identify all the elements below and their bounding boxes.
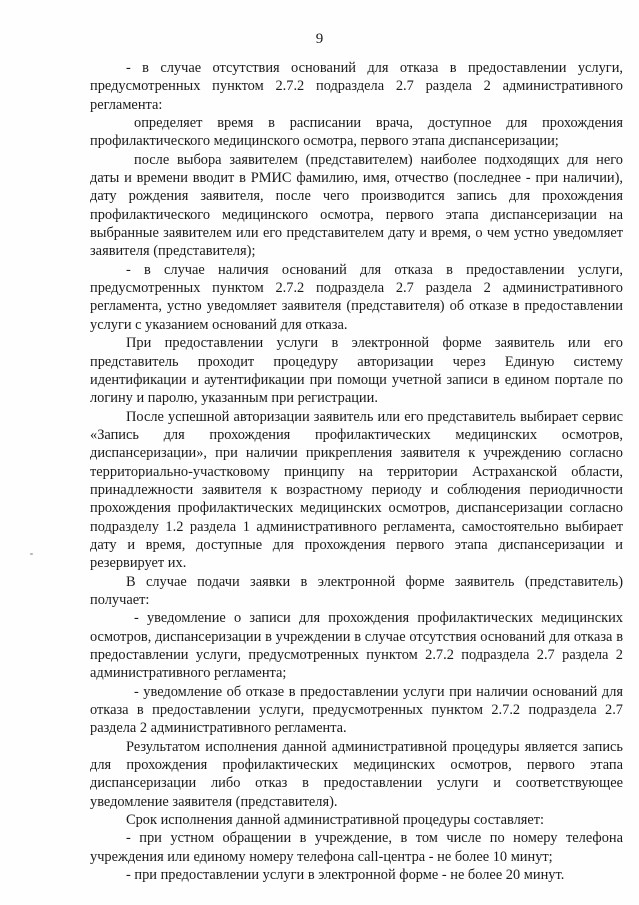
document-body xyxy=(90,59,623,884)
paragraph: Срок исполнения данной административной процедуры составляет: xyxy=(126,812,545,829)
paragraph: определяет время в расписании врача, доступное для прохождения профилактического медицинского осмотра, первого этапа диспансеризации; xyxy=(90,115,623,150)
paragraph: - уведомление о записи для прохождения профилактических медицинских осмотров, диспансеризации в учреждении в случае отсутствия оснований для отказа в предоставлении услуги, предусмотренных пунктом 2.7.2 подраздела 2.7 раздела 2 административного регламента; xyxy=(90,610,623,682)
paragraph: После успешной авторизации заявитель или его представитель выбирает сервис «Запись для прохождения профилактических медицинских осмотров, диспансеризации», при наличии прикрепления заявителя к учреждению согласно территориально-участковому принципу на территории Астраханской области, принадлежности заявителя к возрастному периоду и соблюдения периодичности прохождения профилактических медицинских осмотров, диспансеризации согласно подразделу 1.2 раздела 1 административного регламента, самостоятельно выбирает дату и время, доступные для прохождения первого этапа диспансеризации и резервирует их. xyxy=(90,408,623,572)
paragraph: При предоставлении услуги в электронной форме заявитель или его представитель проходит процедуру авторизации через Единую систему идентификации и аутентификации при помощи учетной записи в едином портале по логину и паролю, указанным при регистрации. xyxy=(90,335,623,407)
paragraph: - в случае отсутствия оснований для отказа в предоставлении услуги, предусмотренных пунктом 2.7.2 подраздела 2.7 раздела 2 административного регламента: xyxy=(90,60,623,113)
paragraph: - при устном обращении в учреждение, в том числе по номеру телефона учреждения или единому номеру телефона call-центра - не более 10 минут; xyxy=(90,830,623,865)
paragraph: - при предоставлении услуги в электронной форме - не более 20 минут. xyxy=(126,867,565,884)
page-number: 9 xyxy=(315,31,324,47)
paragraph: В случае подачи заявки в электронной форме заявитель (представитель) получает: xyxy=(90,573,623,608)
paragraph: - в случае наличия оснований для отказа в предоставлении услуги, предусмотренных пунктом 2.7.2 подраздела 2.7 раздела 2 административного регламента, устно уведомляет заявителя (представителя) об отказе в предоставлении услуги с указанием оснований для отказа. xyxy=(90,261,623,333)
paragraph: после выбора заявителем (представителем) наиболее подходящих для него даты и времени вводит в РМИС фамилию, имя, отчество (последнее - при наличии), дату рождения заявителя, после чего производится запись для прохождения профилактического медицинского осмотра, первого этапа диспансеризации на выбранные заявителем или его представителем дату и время, о чем устно уведомляет заявителя (представителя); xyxy=(90,151,623,260)
scan-artifact xyxy=(30,553,33,555)
paragraph: Результатом исполнения данной административной процедуры является запись для прохождения профилактических медицинских осмотров, первого этапа диспансеризации либо отказ в предоставлении услуги и соответствующее уведомление заявителя (представителя). xyxy=(90,738,623,810)
paragraph: - уведомление об отказе в предоставлении услуги при наличии оснований для отказа в предоставлении услуги, предусмотренных пунктом 2.7.2 подраздела 2.7 раздела 2 административного регламента. xyxy=(90,683,623,737)
